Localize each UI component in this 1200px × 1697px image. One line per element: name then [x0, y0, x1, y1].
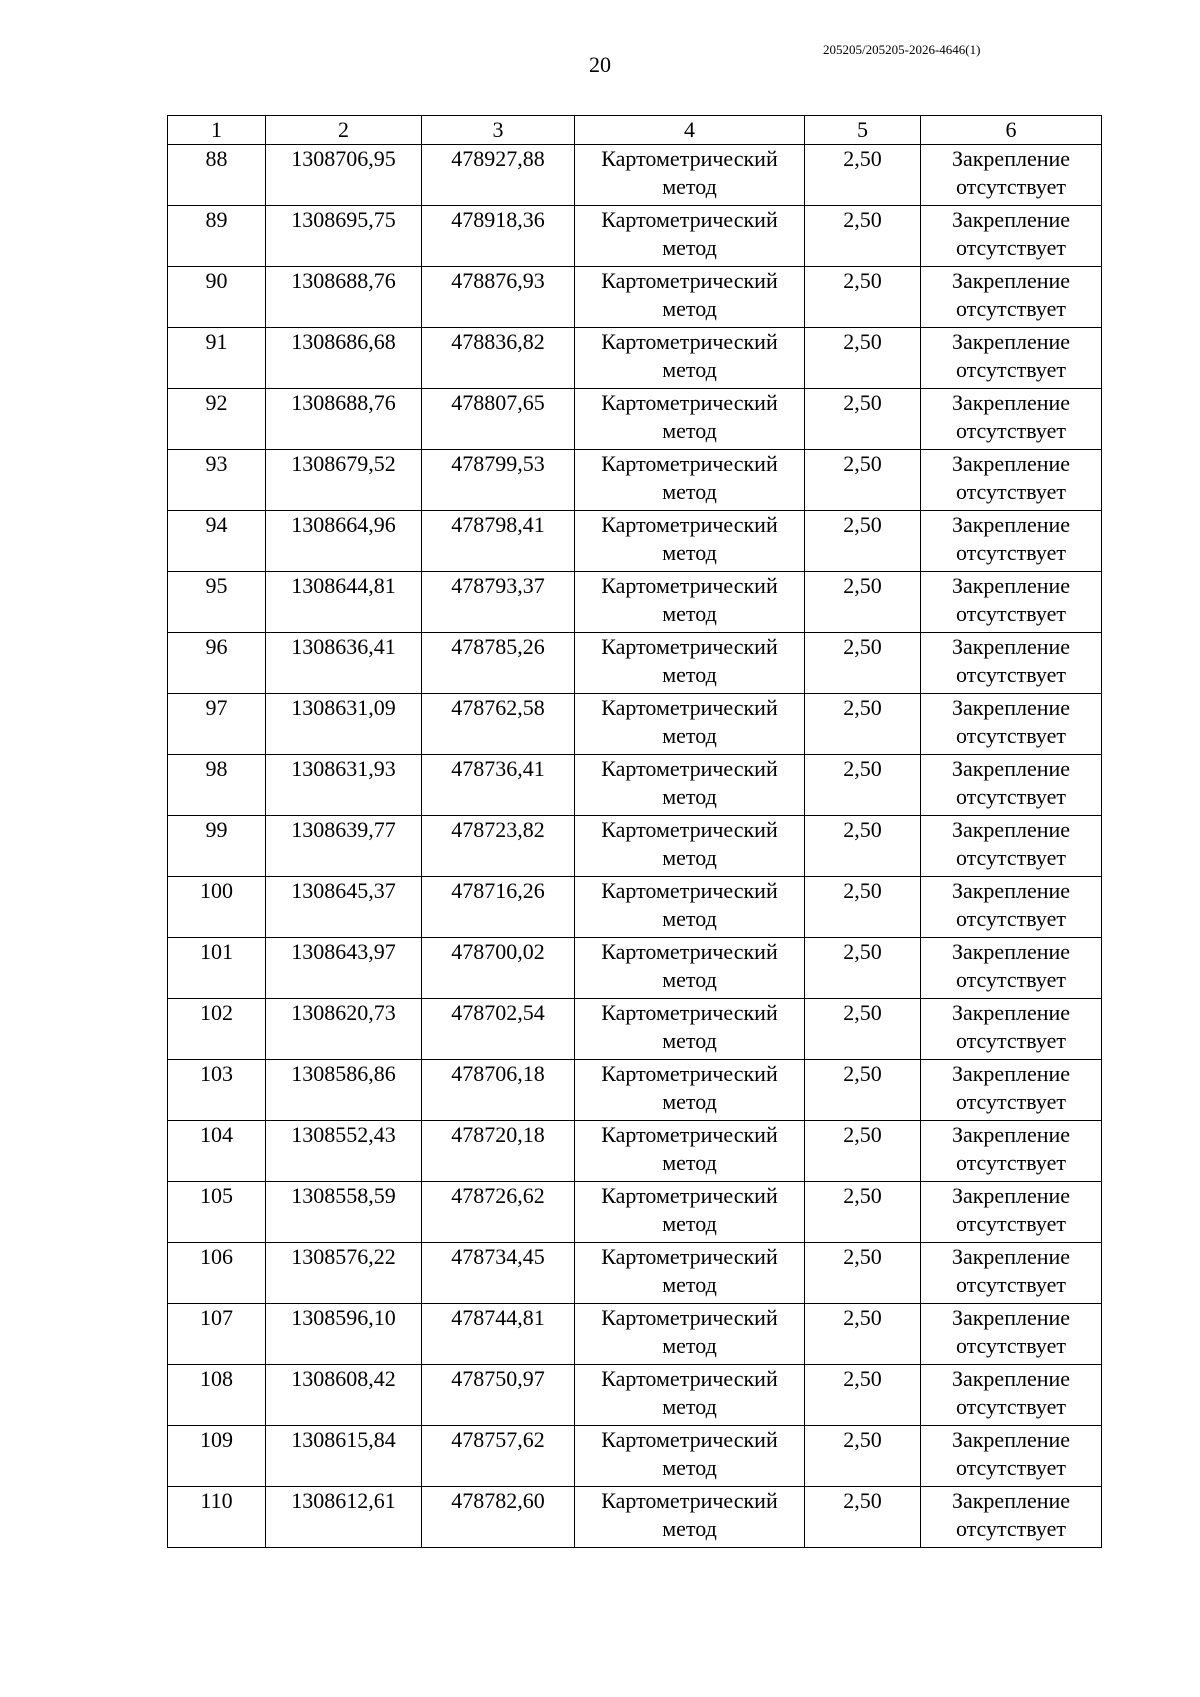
accuracy-cell: 2,50 — [805, 999, 921, 1060]
point-number-cell: 109 — [168, 1426, 266, 1487]
fixation-cell — [921, 1060, 1102, 1121]
fixation-line-1: Закрепление — [951, 1183, 1071, 1208]
accuracy-cell: 2,50 — [805, 1487, 921, 1548]
y-coordinate-cell: 478807,65 — [422, 389, 575, 450]
point-number-cell: 103 — [168, 1060, 266, 1121]
method-cell — [575, 1487, 805, 1548]
x-coordinate-cell: 1308639,77 — [266, 816, 422, 877]
table-header — [168, 116, 1102, 145]
fixation-line-2: отсутствует — [955, 601, 1067, 626]
fixation-line-1: Закрепление — [951, 939, 1071, 964]
point-number-cell: 88 — [168, 145, 266, 206]
method-cell — [575, 328, 805, 389]
method-line-1: Картометрический — [601, 1366, 778, 1391]
fixation-cell — [921, 1243, 1102, 1304]
method-line-2: метод — [662, 1150, 717, 1175]
method-cell — [575, 1304, 805, 1365]
method-line-2: метод — [662, 1455, 717, 1480]
accuracy-cell: 2,50 — [805, 1304, 921, 1365]
x-coordinate-cell: 1308576,22 — [266, 1243, 422, 1304]
x-coordinate-cell: 1308631,93 — [266, 755, 422, 816]
method-cell — [575, 816, 805, 877]
fixation-cell — [921, 450, 1102, 511]
table-row — [168, 1426, 1102, 1487]
method-line-2: метод — [662, 479, 717, 504]
fixation-line-2: отсутствует — [955, 1333, 1067, 1358]
fixation-cell — [921, 633, 1102, 694]
table-row — [168, 1182, 1102, 1243]
fixation-line-2: отсутствует — [955, 845, 1067, 870]
point-number-cell: 110 — [168, 1487, 266, 1548]
method-line-2: метод — [662, 1394, 717, 1419]
method-line-2: метод — [662, 1516, 717, 1541]
method-cell — [575, 389, 805, 450]
x-coordinate-cell: 1308679,52 — [266, 450, 422, 511]
document-reference: 205205/205205-2026-4646(1) — [823, 42, 981, 57]
point-number-cell: 108 — [168, 1365, 266, 1426]
y-coordinate-cell: 478702,54 — [422, 999, 575, 1060]
method-cell — [575, 450, 805, 511]
method-cell — [575, 145, 805, 206]
y-coordinate-cell: 478736,41 — [422, 755, 575, 816]
table-row — [168, 145, 1102, 206]
column-header-1: 1 — [168, 116, 266, 145]
accuracy-cell: 2,50 — [805, 450, 921, 511]
point-number-cell: 104 — [168, 1121, 266, 1182]
point-number-cell: 99 — [168, 816, 266, 877]
method-line-2: метод — [662, 723, 717, 748]
x-coordinate-cell: 1308643,97 — [266, 938, 422, 999]
method-line-1: Картометрический — [601, 878, 778, 903]
column-header-6: 6 — [921, 116, 1102, 145]
accuracy-cell: 2,50 — [805, 816, 921, 877]
point-number-cell: 90 — [168, 267, 266, 328]
method-line-1: Картометрический — [601, 634, 778, 659]
accuracy-cell: 2,50 — [805, 1365, 921, 1426]
point-number-cell: 96 — [168, 633, 266, 694]
fixation-line-2: отсутствует — [955, 479, 1067, 504]
method-line-2: метод — [662, 1089, 717, 1114]
point-number-cell: 107 — [168, 1304, 266, 1365]
fixation-line-2: отсутствует — [955, 540, 1067, 565]
y-coordinate-cell: 478798,41 — [422, 511, 575, 572]
method-line-2: метод — [662, 845, 717, 870]
table-row — [168, 1365, 1102, 1426]
accuracy-cell: 2,50 — [805, 938, 921, 999]
point-number-cell: 101 — [168, 938, 266, 999]
y-coordinate-cell: 478734,45 — [422, 1243, 575, 1304]
fixation-line-1: Закрепление — [951, 451, 1071, 476]
fixation-cell — [921, 206, 1102, 267]
method-line-1: Картометрический — [601, 1305, 778, 1330]
fixation-line-2: отсутствует — [955, 906, 1067, 931]
method-line-2: метод — [662, 967, 717, 992]
y-coordinate-cell: 478744,81 — [422, 1304, 575, 1365]
column-header-2: 2 — [266, 116, 422, 145]
fixation-line-1: Закрепление — [951, 1305, 1071, 1330]
accuracy-cell: 2,50 — [805, 206, 921, 267]
x-coordinate-cell: 1308706,95 — [266, 145, 422, 206]
fixation-line-2: отсутствует — [955, 174, 1067, 199]
fixation-cell — [921, 145, 1102, 206]
y-coordinate-cell: 478836,82 — [422, 328, 575, 389]
x-coordinate-cell: 1308612,61 — [266, 1487, 422, 1548]
method-cell — [575, 999, 805, 1060]
table-row — [168, 450, 1102, 511]
fixation-line-1: Закрепление — [951, 634, 1071, 659]
method-line-1: Картометрический — [601, 939, 778, 964]
fixation-line-1: Закрепление — [951, 1000, 1071, 1025]
method-line-1: Картометрический — [601, 1122, 778, 1147]
point-number-cell: 97 — [168, 694, 266, 755]
method-cell — [575, 267, 805, 328]
table-row — [168, 206, 1102, 267]
fixation-cell — [921, 1121, 1102, 1182]
accuracy-cell: 2,50 — [805, 755, 921, 816]
x-coordinate-cell: 1308688,76 — [266, 267, 422, 328]
method-cell — [575, 1182, 805, 1243]
fixation-line-1: Закрепление — [951, 146, 1071, 171]
fixation-cell — [921, 999, 1102, 1060]
point-number-cell: 98 — [168, 755, 266, 816]
column-header-4: 4 — [575, 116, 805, 145]
table-row — [168, 511, 1102, 572]
header-row — [168, 116, 1102, 145]
x-coordinate-cell: 1308558,59 — [266, 1182, 422, 1243]
method-line-2: метод — [662, 906, 717, 931]
table-row — [168, 694, 1102, 755]
point-number-cell: 95 — [168, 572, 266, 633]
method-line-2: метод — [662, 235, 717, 260]
table-row — [168, 1304, 1102, 1365]
accuracy-cell: 2,50 — [805, 1121, 921, 1182]
fixation-line-2: отсутствует — [955, 235, 1067, 260]
method-line-2: метод — [662, 1028, 717, 1053]
table-row — [168, 633, 1102, 694]
fixation-line-1: Закрепление — [951, 1488, 1071, 1513]
accuracy-cell: 2,50 — [805, 572, 921, 633]
x-coordinate-cell: 1308552,43 — [266, 1121, 422, 1182]
fixation-line-1: Закрепление — [951, 878, 1071, 903]
fixation-cell — [921, 572, 1102, 633]
fixation-line-1: Закрепление — [951, 1427, 1071, 1452]
method-line-1: Картометрический — [601, 268, 778, 293]
fixation-line-1: Закрепление — [951, 329, 1071, 354]
method-line-1: Картометрический — [601, 1183, 778, 1208]
y-coordinate-cell: 478927,88 — [422, 145, 575, 206]
fixation-line-2: отсутствует — [955, 967, 1067, 992]
fixation-cell — [921, 267, 1102, 328]
method-cell — [575, 694, 805, 755]
fixation-line-1: Закрепление — [951, 268, 1071, 293]
method-line-1: Картометрический — [601, 390, 778, 415]
point-number-cell: 106 — [168, 1243, 266, 1304]
y-coordinate-cell: 478799,53 — [422, 450, 575, 511]
accuracy-cell: 2,50 — [805, 267, 921, 328]
point-number-cell: 89 — [168, 206, 266, 267]
fixation-cell — [921, 389, 1102, 450]
accuracy-cell: 2,50 — [805, 1426, 921, 1487]
method-cell — [575, 511, 805, 572]
table-row — [168, 572, 1102, 633]
fixation-line-2: отсутствует — [955, 296, 1067, 321]
method-cell — [575, 1121, 805, 1182]
y-coordinate-cell: 478716,26 — [422, 877, 575, 938]
table-row — [168, 755, 1102, 816]
method-cell — [575, 1060, 805, 1121]
fixation-line-2: отсутствует — [955, 662, 1067, 687]
method-line-1: Картометрический — [601, 512, 778, 537]
fixation-line-1: Закрепление — [951, 817, 1071, 842]
method-cell — [575, 206, 805, 267]
fixation-line-1: Закрепление — [951, 1061, 1071, 1086]
point-number-cell: 100 — [168, 877, 266, 938]
fixation-line-2: отсутствует — [955, 1150, 1067, 1175]
method-line-2: метод — [662, 1333, 717, 1358]
fixation-line-2: отсутствует — [955, 1211, 1067, 1236]
fixation-cell — [921, 816, 1102, 877]
y-coordinate-cell: 478876,93 — [422, 267, 575, 328]
method-line-2: метод — [662, 357, 717, 382]
table-row — [168, 1121, 1102, 1182]
fixation-line-1: Закрепление — [951, 695, 1071, 720]
accuracy-cell: 2,50 — [805, 1243, 921, 1304]
fixation-cell — [921, 511, 1102, 572]
method-line-1: Картометрический — [601, 1061, 778, 1086]
fixation-line-1: Закрепление — [951, 1366, 1071, 1391]
accuracy-cell: 2,50 — [805, 694, 921, 755]
y-coordinate-cell: 478793,37 — [422, 572, 575, 633]
table-row — [168, 267, 1102, 328]
fixation-line-2: отсутствует — [955, 1455, 1067, 1480]
method-line-2: метод — [662, 540, 717, 565]
method-line-1: Картометрический — [601, 817, 778, 842]
method-line-2: метод — [662, 601, 717, 626]
x-coordinate-cell: 1308631,09 — [266, 694, 422, 755]
fixation-cell — [921, 1182, 1102, 1243]
y-coordinate-cell: 478706,18 — [422, 1060, 575, 1121]
fixation-line-1: Закрепление — [951, 1122, 1071, 1147]
x-coordinate-cell: 1308695,75 — [266, 206, 422, 267]
y-coordinate-cell: 478720,18 — [422, 1121, 575, 1182]
fixation-cell — [921, 755, 1102, 816]
x-coordinate-cell: 1308620,73 — [266, 999, 422, 1060]
accuracy-cell: 2,50 — [805, 877, 921, 938]
method-line-2: метод — [662, 1211, 717, 1236]
fixation-line-1: Закрепление — [951, 756, 1071, 781]
method-cell — [575, 755, 805, 816]
accuracy-cell: 2,50 — [805, 389, 921, 450]
fixation-line-2: отсутствует — [955, 1516, 1067, 1541]
fixation-line-2: отсутствует — [955, 723, 1067, 748]
method-line-1: Картометрический — [601, 1488, 778, 1513]
method-cell — [575, 572, 805, 633]
method-line-2: метод — [662, 296, 717, 321]
method-line-1: Картометрический — [601, 207, 778, 232]
method-line-1: Картометрический — [601, 1000, 778, 1025]
x-coordinate-cell: 1308644,81 — [266, 572, 422, 633]
column-header-5: 5 — [805, 116, 921, 145]
table-row — [168, 938, 1102, 999]
method-line-1: Картометрический — [601, 756, 778, 781]
fixation-line-2: отсутствует — [955, 1272, 1067, 1297]
point-number-cell: 92 — [168, 389, 266, 450]
y-coordinate-cell: 478785,26 — [422, 633, 575, 694]
accuracy-cell: 2,50 — [805, 145, 921, 206]
method-cell — [575, 1243, 805, 1304]
y-coordinate-cell: 478750,97 — [422, 1365, 575, 1426]
fixation-cell — [921, 328, 1102, 389]
table-body — [168, 145, 1102, 1548]
page-number: 20 — [589, 52, 611, 77]
table-row — [168, 328, 1102, 389]
fixation-line-2: отсутствует — [955, 357, 1067, 382]
accuracy-cell: 2,50 — [805, 328, 921, 389]
fixation-line-1: Закрепление — [951, 573, 1071, 598]
method-line-1: Картометрический — [601, 1427, 778, 1452]
x-coordinate-cell: 1308688,76 — [266, 389, 422, 450]
method-cell — [575, 938, 805, 999]
method-cell — [575, 1426, 805, 1487]
point-number-cell: 94 — [168, 511, 266, 572]
table-row — [168, 816, 1102, 877]
fixation-cell — [921, 877, 1102, 938]
method-cell — [575, 1365, 805, 1426]
fixation-cell — [921, 1304, 1102, 1365]
table-row — [168, 1487, 1102, 1548]
fixation-cell — [921, 1426, 1102, 1487]
x-coordinate-cell: 1308615,84 — [266, 1426, 422, 1487]
table-row — [168, 877, 1102, 938]
method-cell — [575, 877, 805, 938]
method-line-1: Картометрический — [601, 329, 778, 354]
coordinates-table — [167, 115, 1102, 1548]
x-coordinate-cell: 1308686,68 — [266, 328, 422, 389]
fixation-line-1: Закрепление — [951, 390, 1071, 415]
fixation-cell — [921, 1365, 1102, 1426]
table-row — [168, 1060, 1102, 1121]
accuracy-cell: 2,50 — [805, 1182, 921, 1243]
method-line-2: метод — [662, 1272, 717, 1297]
y-coordinate-cell: 478757,62 — [422, 1426, 575, 1487]
x-coordinate-cell: 1308608,42 — [266, 1365, 422, 1426]
fixation-line-1: Закрепление — [951, 1244, 1071, 1269]
method-line-2: метод — [662, 174, 717, 199]
x-coordinate-cell: 1308586,86 — [266, 1060, 422, 1121]
method-line-2: метод — [662, 418, 717, 443]
x-coordinate-cell: 1308664,96 — [266, 511, 422, 572]
y-coordinate-cell: 478723,82 — [422, 816, 575, 877]
fixation-cell — [921, 1487, 1102, 1548]
accuracy-cell: 2,50 — [805, 633, 921, 694]
x-coordinate-cell: 1308636,41 — [266, 633, 422, 694]
method-cell — [575, 633, 805, 694]
table-row — [168, 1243, 1102, 1304]
fixation-line-1: Закрепление — [951, 512, 1071, 537]
y-coordinate-cell: 478762,58 — [422, 694, 575, 755]
method-line-2: метод — [662, 784, 717, 809]
method-line-1: Картометрический — [601, 1244, 778, 1269]
table-row — [168, 389, 1102, 450]
fixation-line-2: отсутствует — [955, 418, 1067, 443]
method-line-1: Картометрический — [601, 695, 778, 720]
method-line-1: Картометрический — [601, 451, 778, 476]
y-coordinate-cell: 478700,02 — [422, 938, 575, 999]
x-coordinate-cell: 1308596,10 — [266, 1304, 422, 1365]
y-coordinate-cell: 478782,60 — [422, 1487, 575, 1548]
fixation-line-1: Закрепление — [951, 207, 1071, 232]
y-coordinate-cell: 478918,36 — [422, 206, 575, 267]
fixation-cell — [921, 938, 1102, 999]
point-number-cell: 93 — [168, 450, 266, 511]
point-number-cell: 102 — [168, 999, 266, 1060]
x-coordinate-cell: 1308645,37 — [266, 877, 422, 938]
method-line-1: Картометрический — [601, 146, 778, 171]
method-line-2: метод — [662, 662, 717, 687]
point-number-cell: 91 — [168, 328, 266, 389]
fixation-line-2: отсутствует — [955, 1089, 1067, 1114]
y-coordinate-cell: 478726,62 — [422, 1182, 575, 1243]
fixation-line-2: отсутствует — [955, 1028, 1067, 1053]
accuracy-cell: 2,50 — [805, 1060, 921, 1121]
fixation-line-2: отсутствует — [955, 1394, 1067, 1419]
fixation-line-2: отсутствует — [955, 784, 1067, 809]
column-header-3: 3 — [422, 116, 575, 145]
point-number-cell: 105 — [168, 1182, 266, 1243]
accuracy-cell: 2,50 — [805, 511, 921, 572]
fixation-cell — [921, 694, 1102, 755]
table-row — [168, 999, 1102, 1060]
method-line-1: Картометрический — [601, 573, 778, 598]
